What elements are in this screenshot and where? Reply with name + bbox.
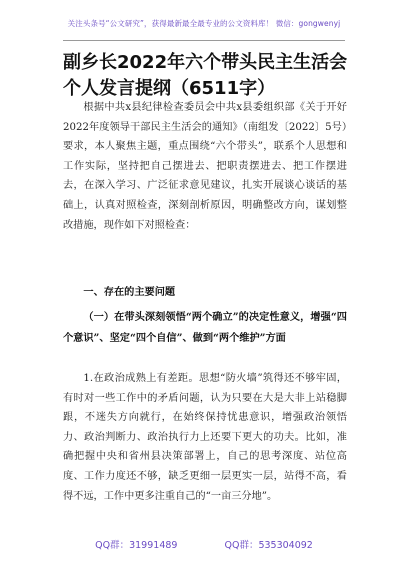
subsection-heading: （一）在带头深刻领悟“两个确立”的决定性意义，增强“四个意识”、坚定“四个自信”、做到“两个维护”方面	[63, 311, 347, 344]
footer	[0, 537, 408, 551]
document-title: 副乡长2022年六个带头民主生活会个人发言提纲（6511字）	[63, 52, 348, 99]
body-paragraph: 1.在政治成熟上有差距。思想“防火墙”筑得还不够牢固，有时对一些工作中的矛盾问题，认为只要在大是大非上站稳脚跟，不迷失方向就行，在始终保持忧患意识，增强政治领悟力、政治判断力、政治执行力上还要下更大的功夫。比如，准确把握中央和省州县决策部署上，自己的思考深度、站位高度、工作力度还不够，缺乏更细一层更实一层，站得不高，看得不远，工作中更多注重自己的“一亩三分地”。	[63, 373, 347, 502]
section-heading: 一、存在的主要问题	[83, 287, 176, 298]
header-divider	[63, 40, 345, 41]
footer-qq-group-2: QQ群：535304092	[224, 540, 313, 551]
footer-qq-group-1: QQ群：31991489	[95, 540, 178, 551]
header-banner: 关注头条号“公文研究”，获得最新最全最专业的公文资料库！ 微信：gongwenyj	[67, 19, 341, 28]
intro-paragraph: 根据中共x县纪律检查委员会中共x县委组织部《关于开好2022年度领导干部民主生活会的通知》（南组发〔2022〕5号）要求，本人聚焦主题，重点围绕“六个带头”，联系个人思想和工作实际，坚持把自己摆进去、把职责摆进去、把工作摆进去，在深入学习、广泛征求意见建议，扎实开展谈心谈话的基础上，认真对照检查，深刻剖析原因，明确整改方向，谋划整改措施，现作如下对照检查：	[63, 102, 347, 231]
